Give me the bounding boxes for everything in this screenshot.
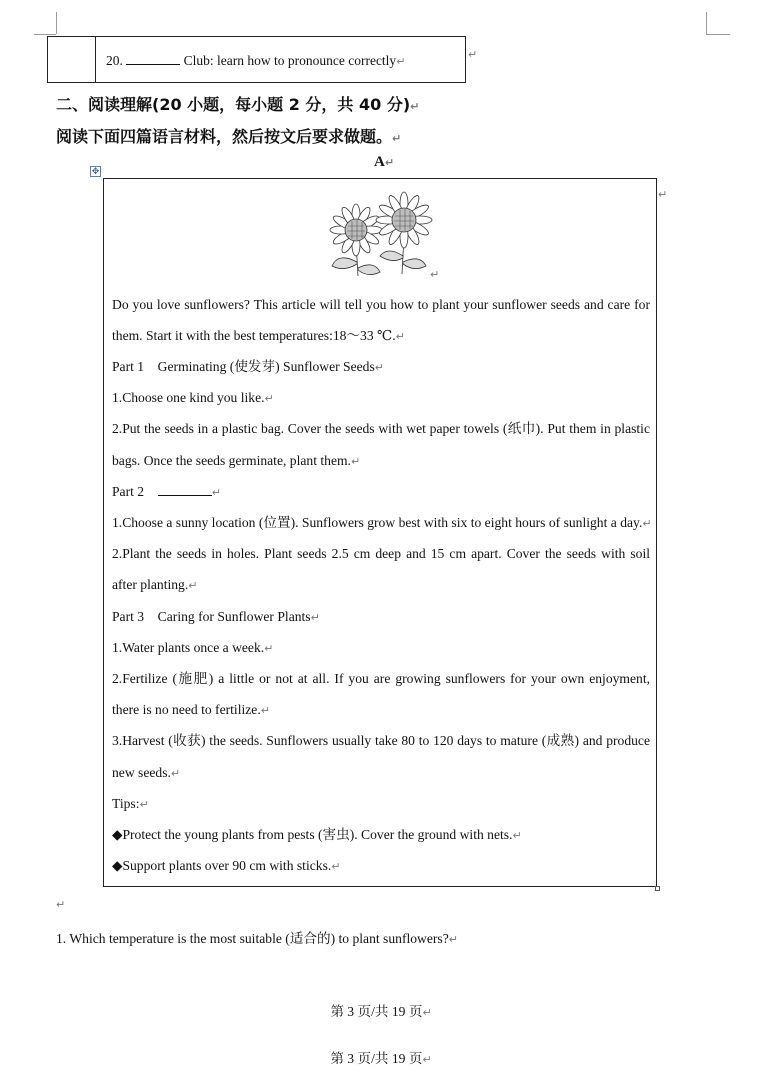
paragraph-mark-icon: ↵ [384,156,395,169]
paragraph-mark-icon: ↵ [410,100,420,113]
table-resize-handle[interactable] [655,886,660,891]
answer-blank[interactable] [126,53,180,65]
item-text: Club: learn how to pronounce correctly [180,53,397,68]
paragraph-mark-icon: ↵ [350,455,361,468]
item-number: 20. [106,53,123,68]
table-divider [95,37,96,82]
passage-line: after planting.↵ [112,577,198,592]
paragraph-mark-icon: ↵ [264,642,274,655]
tips-heading: Tips:↵ [112,796,149,811]
paragraph-mark-icon: ↵ [264,392,274,405]
paragraph-mark-icon: ↵ [211,486,221,499]
passage-line: bags. Once the seeds germinate, plant them.↵ [112,453,361,468]
tip-item: ◆Protect the young plants from pests (害虫). Cover the ground with nets.↵ [112,827,522,842]
passage-line: 1.Water plants once a week.↵ [112,640,274,655]
paragraph-mark-icon: ↵ [331,860,341,873]
passage-line: them. Start it with the best temperatures:18～33 ℃.↵ [112,328,405,343]
paragraph-mark-icon: ↵ [56,898,66,911]
part2-answer-blank[interactable] [158,484,212,496]
crop-mark-top-left-h [34,34,56,35]
paragraph-mark-icon: ↵ [260,704,270,717]
passage-line: new seeds.↵ [112,765,181,780]
crop-mark-top-left [56,12,57,34]
paragraph-mark-icon: ↵ [139,798,149,811]
paragraph-mark-icon: ↵ [658,188,668,201]
passage-label: A↵ [374,154,395,170]
passage-line: Do you love sunflowers? This article will tell you how to plant your sunflower seeds and care for [112,297,650,312]
sunflower-illustration-icon [326,190,436,282]
part2-heading: Part 2 ↵ [112,484,221,499]
crop-mark-top-right [706,12,707,34]
crop-mark-top-right-h [706,34,730,35]
options-table-row [47,36,466,83]
page-footer: 第 3 页/共 19 页↵ [330,1004,432,1019]
part3-heading: Part 3 Caring for Sunflower Plants↵ [112,609,320,624]
passage-line: 2.Fertilize (施肥) a little or not at all. If you are growing sunflowers for your own enjoyment, [112,671,650,686]
passage-line: there is no need to fertilize.↵ [112,702,270,717]
table-cell [106,53,405,69]
section-instruction: 阅读下面四篇语言材料，然后按文后要求做题。↵ [56,127,402,146]
paragraph-mark-icon: ↵ [392,132,402,145]
passage-line: 1.Choose a sunny location (位置). Sunflowers grow best with six to eight hours of sunlight a day.↵ [112,515,652,530]
part1-heading: Part 1 Germinating (使发芽) Sunflower Seeds↵ [112,359,384,374]
paragraph-mark-icon: ↵ [395,330,405,343]
paragraph-mark-icon: ↵ [430,268,440,281]
paragraph-mark-icon: ↵ [422,1053,432,1066]
paragraph-mark-icon: ↵ [310,611,320,624]
paragraph-mark-icon: ↵ [422,1006,432,1019]
paragraph-mark-icon: ↵ [512,829,522,842]
paragraph-mark-icon: ↵ [396,55,406,68]
paragraph-mark-icon: ↵ [374,361,384,374]
paragraph-mark-icon: ↵ [468,48,478,61]
question-1: 1. Which temperature is the most suitable (适合的) to plant sunflowers?↵ [56,931,458,946]
paragraph-mark-icon: ↵ [448,933,458,946]
paragraph-mark-icon: ↵ [188,579,198,592]
paragraph-mark-icon: ↵ [642,517,652,530]
table-move-handle-icon[interactable]: ✥ [91,166,100,176]
section-title: 二、阅读理解(20 小题，每小题 2 分，共 40 分)↵ [56,95,420,114]
passage-line: 1.Choose one kind you like.↵ [112,390,274,405]
passage-line: 2.Plant the seeds in holes. Plant seeds 2.5 cm deep and 15 cm apart. Cover the seeds with soil [112,546,650,561]
page-footer-repeat: 第 3 页/共 19 页↵ [330,1051,432,1066]
passage-line: 3.Harvest (收获) the seeds. Sunflowers usually take 80 to 120 days to mature (成熟) and produce [112,733,650,748]
passage-line: 2.Put the seeds in a plastic bag. Cover the seeds with wet paper towels (纸巾). Put them in plastic [112,421,650,436]
paragraph-mark-icon: ↵ [170,767,181,780]
tip-item: ◆Support plants over 90 cm with sticks.↵ [112,858,341,873]
